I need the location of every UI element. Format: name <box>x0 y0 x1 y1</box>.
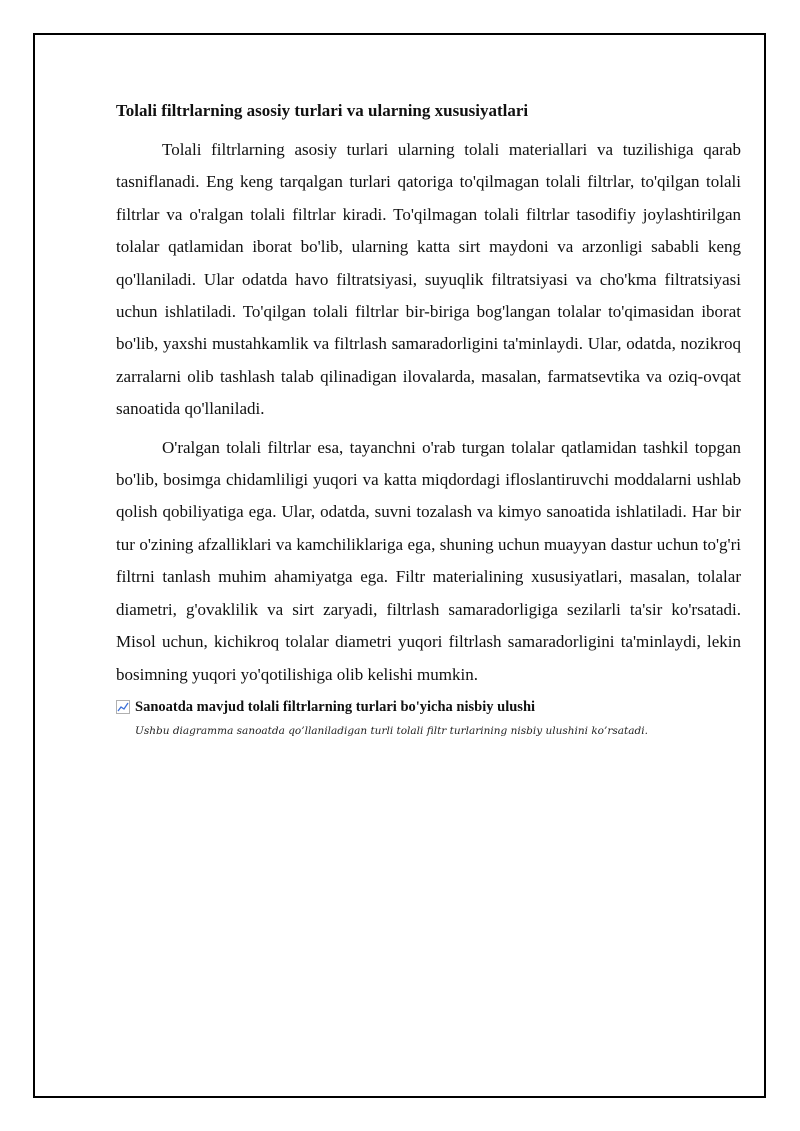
document-title: Tolali filtrlarning asosiy turlari va ularning xususiyatlari <box>116 101 529 120</box>
figure-title-row <box>116 697 741 717</box>
figure-description: Ushbu diagramma sanoatda qo’llaniladigan turli tolali filtr turlarining nisbiy ulushini ko’rsatadi. <box>135 724 648 737</box>
paragraph-2: O'ralgan tolali filtrlar esa, tayanchni o'rab turgan tolalar qatlamidan tashkil topgan bo'lib, bosimga chidamliligi yuqori va katta miqdordagi ifloslantiruvchi moddalarni ushlab qolish qobiliyatiga ega. Ular, odatda, suvni tozalash va kimyo sanoatida ishlatiladi. Har bir tur o'zining afzalliklari va kamchiliklariga ega, shuning uchun muayyan dastur uchun to'g'ri filtrni tanlash muhim ahamiyatga ega. Filtr materialining xususiyatlari, masalan, tolalar diametri, g'ovaklilik va sirt zaryadi, filtrlash samaradorligiga sezilarli ta'sir ko'rsatadi. Misol uchun, kichikroq tolalar diametri yuqori filtrlash samaradorligini ta'minlaydi, lekin bosimning yuqori yo'qotilishiga olib kelishi mumkin. <box>116 437 741 684</box>
document-body <box>116 98 741 739</box>
figure-title: Sanoatda mavjud tolali filtrlarning turlari bo'yicha nisbiy ulushi <box>135 698 536 715</box>
figure-caption-block <box>116 697 741 739</box>
chart-increasing-icon <box>116 700 130 714</box>
paragraph-1: Tolali filtrlarning asosiy turlari ularning tolali materiallari va tuzilishiga qarab tasniflanadi. Eng keng tarqalgan turlari qatoriga to'qilmagan tolali filtrlar, to'qilgan tolali filtrlar va o'ralgan tolali filtrlar kiradi. To'qilmagan tolali filtrlar tasodifiy joylashtirilgan tolalar qatlamidan iborat bo'lib, ularning katta sirt maydoni va arzonligi sababli keng qo'llaniladi. Ular odatda havo filtratsiyasi, suyuqlik filtratsiyasi va cho'kma filtratsiyasi uchun ishlatiladi. To'qilgan tolali filtrlar bir-biriga bog'langan tolalar to'qimasidan iborat bo'lib, yaxshi mustahkamlik va filtrlash samaradorligini ta'minlaydi. Ular, odatda, nozikroq zarralarni olib tashlash talab qilinadigan ilovalarda, masalan, farmatsevtika va oziq-ovqat sanoatida qo'llaniladi. <box>116 140 741 419</box>
